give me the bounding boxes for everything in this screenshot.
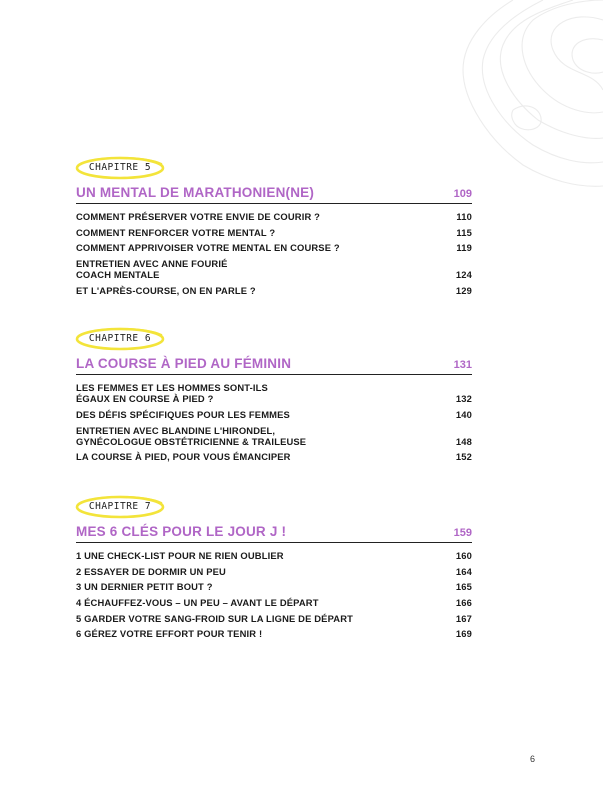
- toc-entry: [76, 283, 472, 299]
- chapter-page-number: 109: [453, 188, 472, 200]
- toc-entry: [76, 595, 472, 611]
- toc-entry: [76, 579, 472, 595]
- toc-entry-title: COMMENT RENFORCER VOTRE MENTAL ?: [76, 226, 276, 238]
- chapter-badge: [74, 494, 166, 520]
- toc-entry-page: 167: [455, 612, 472, 624]
- toc-entry-page: 140: [455, 408, 472, 420]
- page-number: 6: [530, 754, 536, 764]
- chapter-page-number: 159: [453, 527, 472, 539]
- chapter-title-row: [76, 185, 472, 204]
- toc-entry-page: 119: [456, 242, 472, 254]
- toc-entry: [76, 449, 472, 465]
- toc-entry: [76, 626, 472, 642]
- toc-entry-title: COMMENT PRÉSERVER VOTRE ENVIE DE COURIR ?: [76, 211, 321, 223]
- toc-entry-page: 124: [455, 269, 472, 281]
- toc-entry-page: 169: [455, 628, 472, 640]
- toc-entry-page: 165: [455, 581, 472, 593]
- toc-entry: [76, 407, 472, 423]
- toc-entry: [76, 548, 472, 564]
- toc-entry-page: 160: [455, 550, 472, 562]
- chapter-title-row: [76, 356, 472, 375]
- chapter-6-section: [76, 326, 472, 465]
- toc-entry: [76, 209, 472, 225]
- toc-entry-page: 115: [456, 226, 472, 238]
- toc-entry-title: DES DÉFIS SPÉCIFIQUES POUR LES FEMMES: [76, 408, 290, 420]
- chapter-7-section: [76, 494, 472, 641]
- toc-entry: [76, 225, 472, 241]
- toc-entry-page: 129: [455, 284, 472, 296]
- toc-entry-page: 132: [455, 393, 472, 405]
- toc-entry-title: ET L'APRÈS-COURSE, ON EN PARLE ?: [76, 284, 256, 296]
- toc-entry-title: 1 UNE CHECK-LIST POUR NE RIEN OUBLIER: [76, 550, 284, 562]
- toc-entry: [76, 610, 472, 626]
- toc-entry: [76, 564, 472, 580]
- chapter-badge: [74, 155, 166, 181]
- toc-entry-title: ENTRETIEN AVEC ANNE FOURIÉ COACH MENTALE: [76, 257, 228, 281]
- toc-entry-title: 2 ESSAYER DE DORMIR UN PEU: [76, 565, 226, 577]
- chapter-title-row: [76, 524, 472, 543]
- toc-entry-page: 110: [456, 211, 472, 223]
- toc-entry-title: LA COURSE À PIED, POUR VOUS ÉMANCIPER: [76, 451, 291, 463]
- chapter-title: UN MENTAL DE MARATHONIEN(NE): [76, 185, 315, 200]
- toc-entry-title: 6 GÉREZ VOTRE EFFORT POUR TENIR !: [76, 628, 263, 640]
- chapter-badge-label: CHAPITRE 7: [88, 501, 152, 512]
- toc-entry-title: 4 ÉCHAUFFEZ-VOUS – UN PEU – AVANT LE DÉPART: [76, 596, 319, 608]
- toc-entry-title: ENTRETIEN AVEC BLANDINE L'HIRONDEL, GYNÉCOLOGUE OBSTÉTRICIENNE & TRAILEUSE: [76, 424, 307, 447]
- toc-entry: [76, 256, 472, 283]
- toc-entry-page: 152: [455, 451, 472, 463]
- chapter-badge-label: CHAPITRE 6: [88, 333, 152, 344]
- toc-entry-page: 164: [455, 565, 472, 577]
- chapter-page-number: 131: [453, 359, 472, 371]
- toc-entry: [76, 240, 472, 256]
- toc-entry-title: LES FEMMES ET LES HOMMES SONT-ILS ÉGAUX EN COURSE À PIED ?: [76, 382, 268, 405]
- chapter-badge: [74, 326, 166, 352]
- toc-entry-page: 166: [455, 596, 472, 608]
- toc-entry-title: COMMENT APPRIVOISER VOTRE MENTAL EN COURSE ?: [76, 242, 340, 254]
- toc-entry: [76, 380, 472, 407]
- toc-entry-page: 148: [455, 435, 472, 447]
- toc-entry: [76, 422, 472, 449]
- toc-entry-title: 5 GARDER VOTRE SANG-FROID SUR LA LIGNE DE DÉPART: [76, 612, 354, 624]
- chapter-title: LA COURSE À PIED AU FÉMININ: [76, 356, 292, 371]
- chapter-title: MES 6 CLÉS POUR LE JOUR J !: [76, 524, 287, 539]
- chapter-badge-label: CHAPITRE 5: [88, 162, 152, 173]
- chapter-5-section: [76, 155, 472, 298]
- toc-entry-title: 3 UN DERNIER PETIT BOUT ?: [76, 581, 213, 593]
